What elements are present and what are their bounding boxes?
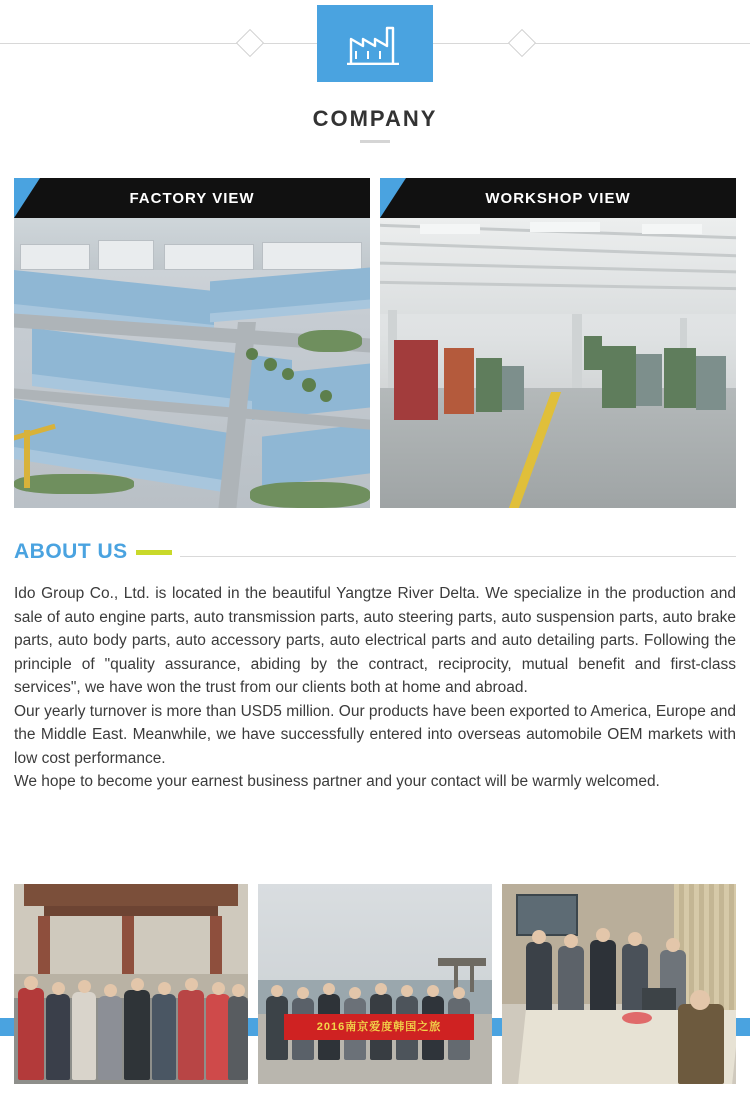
- diamond-ornament-left: [236, 29, 264, 57]
- company-logo-badge: [317, 5, 433, 82]
- corner-accent-icon: [380, 178, 406, 218]
- page-header: [0, 0, 750, 150]
- factory-view-image: [14, 218, 370, 508]
- heading-rule: [180, 556, 736, 557]
- about-paragraph-2: Our yearly turnover is more than USD5 million. Our products have been exported to America, Europe and the Middle East. Meanwhile, we have successfully entered into overseas automobile OEM markets with low cost performance.: [14, 702, 736, 767]
- factory-view-label-bar: [14, 178, 370, 218]
- about-us-heading: ABOUT US: [14, 540, 128, 563]
- about-us-body: [14, 582, 736, 794]
- factory-icon: [347, 23, 403, 65]
- team-photo-temple: [14, 884, 248, 1084]
- workshop-view-label: WORKSHOP VIEW: [485, 189, 631, 207]
- page-title: COMPANY: [312, 106, 438, 131]
- event-banner-text: 2016南京爱度韩国之旅: [316, 1021, 442, 1033]
- heading-accent-dash: [136, 550, 172, 555]
- header-rule-right: [430, 43, 750, 44]
- workshop-view-card: [380, 178, 736, 508]
- about-us-section: [14, 536, 736, 794]
- factory-view-label: FACTORY VIEW: [129, 189, 255, 207]
- diamond-ornament-right: [508, 29, 536, 57]
- event-banner: [284, 1014, 474, 1040]
- team-photo-banner: [258, 884, 492, 1084]
- team-photo-strip: [14, 884, 736, 1084]
- workshop-view-image: [380, 218, 736, 508]
- factory-view-card: [14, 178, 370, 508]
- meeting-photo: [502, 884, 736, 1084]
- about-paragraph-3: We hope to become your earnest business partner and your contact will be warmly welcomed.: [14, 773, 660, 791]
- facility-photo-band: [14, 178, 736, 508]
- title-underline: [360, 140, 390, 143]
- corner-accent-icon: [14, 178, 40, 218]
- header-rule-left: [0, 43, 320, 44]
- about-us-heading-row: [14, 536, 736, 568]
- workshop-view-label-bar: [380, 178, 736, 218]
- about-paragraph-1: Ido Group Co., Ltd. is located in the beautiful Yangtze River Delta. We specialize in the production and sale of auto engine parts, auto transmission parts, auto steering parts, auto suspension parts, auto brake parts, auto body parts, auto accessory parts, auto electrical parts and auto detailing parts. Following the principle of "quality assurance, abiding by the contract, reciprocity, mutual benefit and first-class services", we have won the trust from our clients both at home and abroad.: [14, 585, 736, 697]
